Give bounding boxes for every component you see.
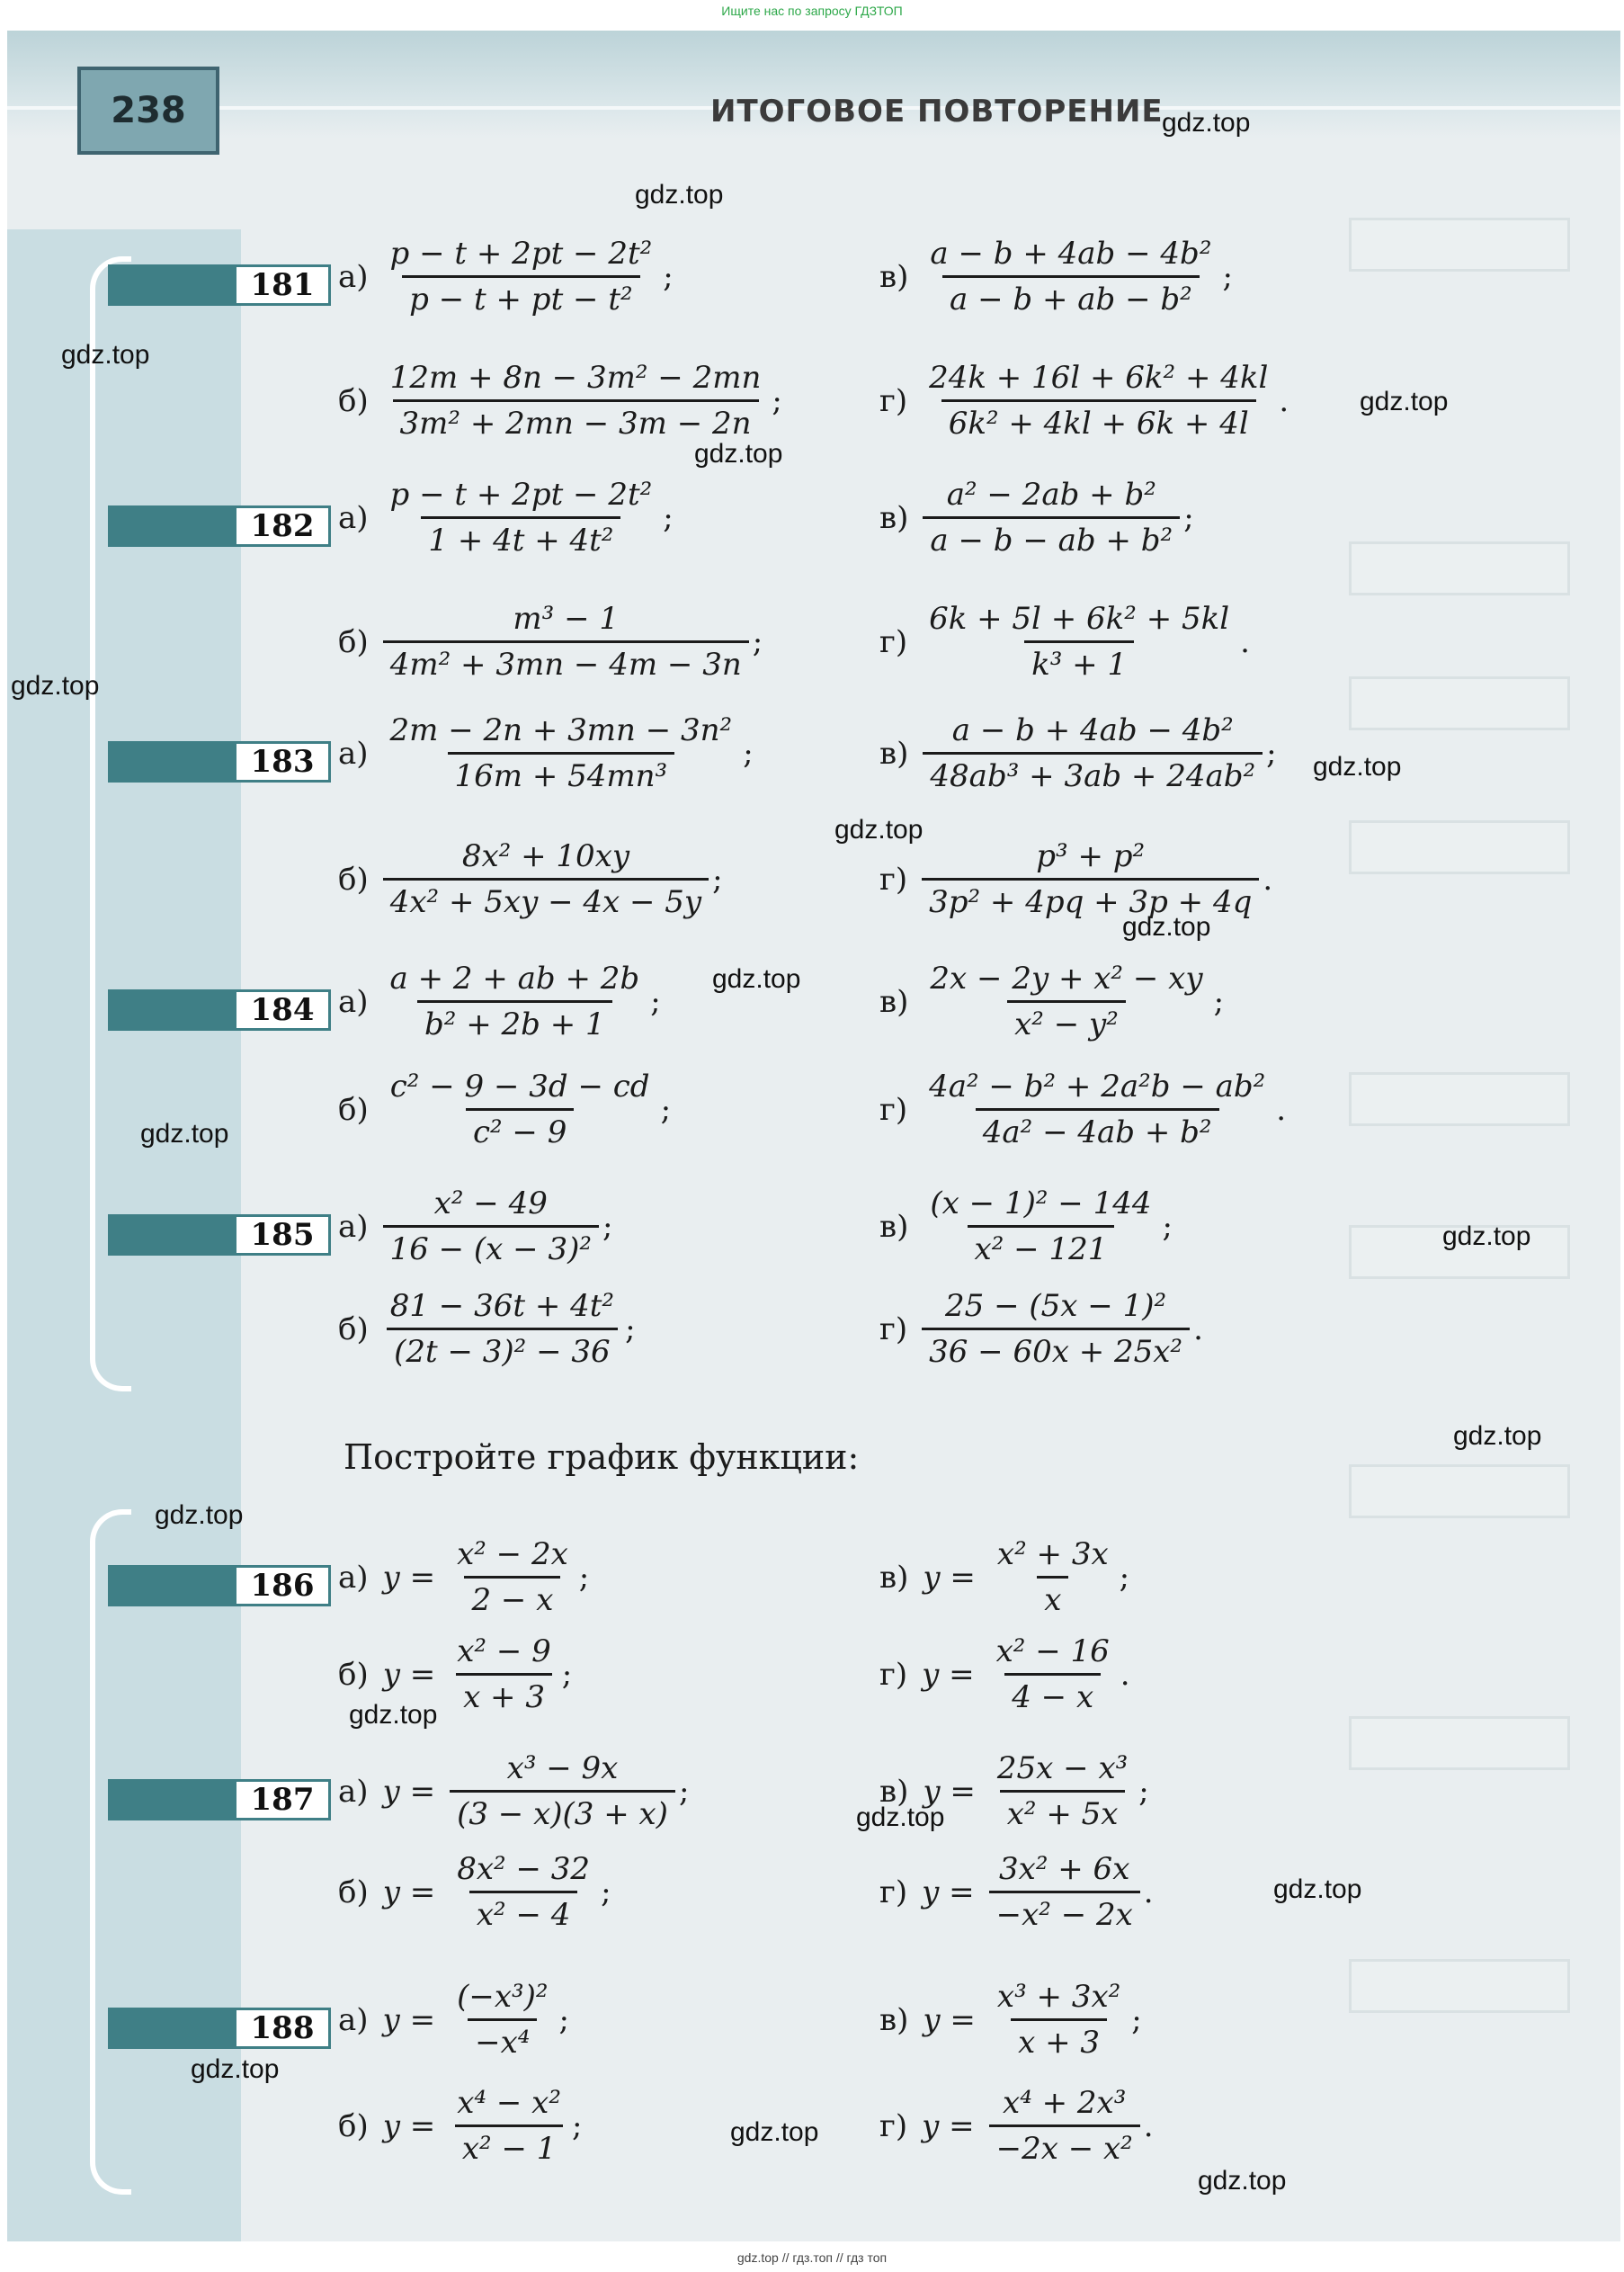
punctuation: ; bbox=[1138, 1773, 1149, 1810]
watermark: gdz.top bbox=[1453, 1421, 1542, 1451]
fraction bbox=[922, 601, 1236, 683]
function-prefix: y = bbox=[382, 1773, 436, 1810]
item-label: г) bbox=[879, 861, 908, 898]
problem-item bbox=[338, 1979, 569, 2061]
problem-number-bar bbox=[108, 1779, 234, 1820]
fraction bbox=[450, 1979, 555, 2061]
watermark: gdz.top bbox=[1162, 108, 1251, 138]
fraction bbox=[922, 360, 1275, 442]
function-prefix: y = bbox=[922, 2107, 975, 2144]
problem-number-label: 181 bbox=[234, 264, 331, 306]
punctuation: ; bbox=[663, 499, 674, 536]
item-label: в) bbox=[879, 1773, 909, 1810]
denominator: 16m + 54mn³ bbox=[448, 752, 675, 794]
punctuation: . bbox=[1263, 861, 1273, 898]
fraction bbox=[923, 477, 1180, 559]
denominator: 1 + 4t + 4t² bbox=[421, 516, 620, 559]
denominator: 4a² − 4ab + b² bbox=[976, 1108, 1219, 1150]
numerator: x² + 3x bbox=[996, 1536, 1109, 1572]
denominator: 4 − x bbox=[1004, 1673, 1101, 1715]
group-bracket bbox=[90, 1509, 131, 2195]
problem-item bbox=[338, 236, 674, 318]
problem-number bbox=[108, 741, 335, 783]
problem-number-bar bbox=[108, 1565, 234, 1606]
denominator: 4m² + 3mn − 4m − 3n bbox=[383, 640, 749, 683]
problem-item bbox=[338, 1069, 671, 1150]
watermark: gdz.top bbox=[1442, 1221, 1531, 1251]
item-label: в) bbox=[879, 735, 909, 772]
denominator: a − b − ab + b² bbox=[923, 516, 1180, 559]
problem-number bbox=[108, 2008, 335, 2049]
fraction bbox=[990, 1750, 1135, 1832]
watermark: gdz.top bbox=[730, 2117, 819, 2147]
problem-item bbox=[879, 1979, 1142, 2061]
denominator: −2x − x² bbox=[989, 2124, 1140, 2167]
item-label: а) bbox=[338, 1208, 369, 1245]
problem-number-label: 184 bbox=[234, 989, 331, 1031]
problem-item bbox=[879, 477, 1194, 559]
punctuation: ; bbox=[1162, 1208, 1173, 1245]
bleed-through-box bbox=[1349, 820, 1570, 874]
problem-number-label: 188 bbox=[234, 2008, 331, 2049]
problem-item bbox=[338, 2085, 582, 2167]
item-label: а) bbox=[338, 258, 369, 295]
page-number: 238 bbox=[77, 67, 219, 155]
denominator: 2 − x bbox=[464, 1576, 560, 1618]
numerator: m³ − 1 bbox=[513, 601, 620, 637]
watermark: gdz.top bbox=[694, 439, 783, 469]
punctuation: ; bbox=[602, 1208, 613, 1245]
function-prefix: y = bbox=[382, 1656, 436, 1693]
denominator: a − b + ab − b² bbox=[942, 275, 1200, 318]
numerator: x² − 9 bbox=[457, 1633, 551, 1669]
numerator: 25 − (5x − 1)² bbox=[945, 1288, 1167, 1324]
fraction bbox=[922, 1069, 1272, 1150]
problem-number bbox=[108, 989, 335, 1031]
fraction bbox=[383, 1288, 621, 1370]
numerator: 8x² − 32 bbox=[457, 1851, 591, 1887]
punctuation: ; bbox=[1119, 1559, 1130, 1596]
punctuation: ; bbox=[1213, 983, 1225, 1020]
punctuation: ; bbox=[660, 1091, 672, 1128]
problem-item bbox=[338, 712, 754, 794]
problem-number bbox=[108, 1565, 335, 1606]
item-label: а) bbox=[338, 1773, 369, 1810]
item-label: в) bbox=[879, 499, 909, 536]
problem-item bbox=[879, 1536, 1129, 1618]
problem-number-label: 182 bbox=[234, 505, 331, 547]
punctuation: ; bbox=[578, 1559, 590, 1596]
problem-number bbox=[108, 1214, 335, 1256]
fraction bbox=[923, 961, 1209, 1042]
function-prefix: y = bbox=[382, 1874, 436, 1910]
item-label: а) bbox=[338, 2001, 369, 2038]
watermark: gdz.top bbox=[1122, 912, 1211, 942]
punctuation: . bbox=[1143, 1874, 1154, 1910]
problem-item bbox=[879, 712, 1277, 794]
punctuation: ; bbox=[752, 623, 763, 660]
problem-number-bar bbox=[108, 1214, 234, 1256]
numerator: x³ − 9x bbox=[506, 1750, 619, 1786]
problem-item bbox=[338, 360, 782, 442]
fraction bbox=[923, 1185, 1158, 1267]
function-prefix: y = bbox=[382, 2107, 436, 2144]
function-prefix: y = bbox=[923, 1773, 976, 1810]
fraction bbox=[990, 1979, 1128, 2061]
item-label: в) bbox=[879, 258, 909, 295]
punctuation: . bbox=[1143, 2107, 1154, 2144]
fraction bbox=[450, 1536, 576, 1618]
function-prefix: y = bbox=[923, 2001, 976, 2038]
problem-item bbox=[338, 838, 723, 920]
punctuation: . bbox=[1193, 1310, 1203, 1347]
item-label: г) bbox=[879, 1874, 908, 1910]
denominator: 4x² + 5xy − 4x − 5y bbox=[383, 878, 709, 920]
denominator: 48ab³ + 3ab + 24ab² bbox=[923, 752, 1263, 794]
punctuation: ; bbox=[712, 861, 723, 898]
problem-number-bar bbox=[108, 2008, 234, 2049]
watermark: gdz.top bbox=[140, 1119, 229, 1149]
denominator: p − t + pt − t² bbox=[402, 275, 639, 318]
item-label: в) bbox=[879, 2001, 909, 2038]
denominator: (3 − x)(3 + x) bbox=[450, 1790, 675, 1832]
punctuation: ; bbox=[571, 2107, 583, 2144]
problem-item bbox=[879, 1288, 1203, 1370]
problem-number-label: 185 bbox=[234, 1214, 331, 1256]
numerator: 24k + 16l + 6k² + 4kl bbox=[929, 360, 1269, 396]
punctuation: . bbox=[1276, 1091, 1287, 1128]
punctuation: ; bbox=[1266, 735, 1277, 772]
punctuation: ; bbox=[601, 1874, 611, 1910]
item-label: а) bbox=[338, 983, 369, 1020]
item-label: б) bbox=[338, 382, 369, 419]
watermark: gdz.top bbox=[191, 2054, 280, 2084]
item-label: в) bbox=[879, 1559, 909, 1596]
bottom-note: gdz.top // гдз.топ // гдз топ bbox=[736, 2250, 888, 2265]
function-prefix: y = bbox=[382, 2001, 436, 2038]
denominator: −x⁴ bbox=[468, 2018, 537, 2061]
problem-item bbox=[879, 236, 1233, 318]
fraction bbox=[383, 1185, 599, 1267]
denominator: k³ + 1 bbox=[1024, 640, 1134, 683]
numerator: 12m + 8n − 3m² − 2mn bbox=[389, 360, 762, 396]
item-label: в) bbox=[879, 983, 909, 1020]
item-label: г) bbox=[879, 1656, 908, 1693]
denominator: b² + 2b + 1 bbox=[417, 1000, 612, 1042]
denominator: −x² − 2x bbox=[989, 1891, 1140, 1933]
problem-number-bar bbox=[108, 741, 234, 783]
fraction bbox=[989, 1633, 1117, 1715]
bleed-through-box bbox=[1349, 1464, 1570, 1518]
denominator: 6k² + 4kl + 6k + 4l bbox=[941, 399, 1256, 442]
problem-item bbox=[338, 1851, 611, 1933]
numerator: 2m − 2n + 3mn − 3n² bbox=[389, 712, 733, 748]
denominator: c² − 9 bbox=[466, 1108, 574, 1150]
watermark: gdz.top bbox=[349, 1700, 438, 1730]
page-background bbox=[7, 31, 1620, 2241]
numerator: x² − 16 bbox=[995, 1633, 1110, 1669]
item-label: г) bbox=[879, 382, 908, 419]
bleed-through-box bbox=[1349, 1072, 1570, 1126]
denominator: x² − 1 bbox=[455, 2124, 564, 2167]
problem-number-bar bbox=[108, 505, 234, 547]
fraction bbox=[922, 838, 1259, 920]
function-prefix: y = bbox=[922, 1874, 975, 1910]
numerator: 81 − 36t + 4t² bbox=[389, 1288, 615, 1324]
bleed-through-box bbox=[1349, 1716, 1570, 1770]
problem-number-label: 187 bbox=[234, 1779, 331, 1820]
item-label: б) bbox=[338, 1656, 369, 1693]
numerator: 25x − x³ bbox=[996, 1750, 1129, 1786]
fraction bbox=[989, 2085, 1140, 2167]
watermark: gdz.top bbox=[61, 340, 150, 370]
numerator: p − t + 2pt − 2t² bbox=[389, 236, 653, 272]
punctuation: ; bbox=[561, 1656, 573, 1693]
punctuation: ; bbox=[1183, 499, 1194, 536]
denominator: x² − y² bbox=[1007, 1000, 1126, 1042]
denominator: 3p² + 4pq + 3p + 4q bbox=[922, 878, 1259, 920]
numerator: a − b + 4ab − 4b² bbox=[951, 712, 1234, 748]
numerator: x² − 49 bbox=[433, 1185, 548, 1221]
numerator: a² − 2ab + b² bbox=[946, 477, 1156, 513]
item-label: б) bbox=[338, 861, 369, 898]
watermark: gdz.top bbox=[11, 671, 100, 701]
fraction bbox=[922, 1288, 1190, 1370]
watermark: gdz.top bbox=[155, 1500, 244, 1530]
watermark: gdz.top bbox=[834, 815, 924, 845]
denominator: x² − 121 bbox=[968, 1225, 1115, 1267]
fraction bbox=[450, 2085, 568, 2167]
numerator: 4a² − b² + 2a²b − ab² bbox=[929, 1069, 1266, 1105]
fraction bbox=[383, 236, 660, 318]
denominator: 3m² + 2mn − 3m − 2n bbox=[393, 399, 759, 442]
page-title: ИТОГОВОЕ ПОВТОРЕНИЕ bbox=[710, 94, 1164, 130]
numerator: 2x − 2y + x² − xy bbox=[930, 961, 1203, 997]
item-label: а) bbox=[338, 499, 369, 536]
numerator: c² − 9 − 3d − cd bbox=[389, 1069, 650, 1105]
problem-number-bar bbox=[108, 989, 234, 1031]
fraction bbox=[450, 1750, 675, 1832]
problem-item bbox=[879, 1633, 1130, 1715]
top-note: Ищите нас по запросу ГДЗТОП bbox=[721, 4, 903, 18]
punctuation: . bbox=[1240, 623, 1250, 660]
watermark: gdz.top bbox=[635, 180, 724, 210]
punctuation: ; bbox=[772, 382, 782, 419]
item-label: б) bbox=[338, 623, 369, 660]
function-prefix: y = bbox=[923, 1559, 976, 1596]
problem-item bbox=[338, 1750, 689, 1832]
fraction bbox=[383, 838, 709, 920]
fraction bbox=[450, 1851, 597, 1933]
item-label: в) bbox=[879, 1208, 909, 1245]
punctuation: ; bbox=[663, 258, 674, 295]
denominator: x + 3 bbox=[1011, 2018, 1107, 2061]
watermark: gdz.top bbox=[1313, 752, 1402, 782]
item-label: г) bbox=[879, 2107, 908, 2144]
problem-item bbox=[338, 477, 674, 559]
problem-number bbox=[108, 1779, 335, 1820]
fraction bbox=[383, 1069, 657, 1150]
problem-item bbox=[338, 1536, 589, 1618]
numerator: a − b + 4ab − 4b² bbox=[930, 236, 1212, 272]
punctuation: ; bbox=[743, 735, 754, 772]
problem-item bbox=[879, 360, 1289, 442]
problem-item bbox=[879, 601, 1250, 683]
numerator: x⁴ + 2x³ bbox=[1003, 2085, 1127, 2121]
problem-item bbox=[338, 1288, 636, 1370]
problem-item bbox=[879, 838, 1272, 920]
bleed-through-box bbox=[1349, 676, 1570, 730]
denominator: x² − 4 bbox=[469, 1891, 578, 1933]
denominator: x + 3 bbox=[456, 1673, 552, 1715]
bleed-through-box bbox=[1349, 218, 1570, 272]
problem-item bbox=[879, 1069, 1286, 1150]
punctuation: ; bbox=[650, 983, 661, 1020]
denominator: (2t − 3)² − 36 bbox=[387, 1328, 618, 1370]
watermark: gdz.top bbox=[1273, 1874, 1362, 1904]
problem-item bbox=[338, 1185, 612, 1267]
watermark: gdz.top bbox=[1198, 2166, 1287, 2196]
punctuation: ; bbox=[1131, 2001, 1142, 2038]
problem-item bbox=[338, 961, 661, 1042]
watermark: gdz.top bbox=[1360, 387, 1449, 416]
fraction bbox=[383, 712, 740, 794]
problem-item bbox=[338, 601, 763, 683]
item-label: б) bbox=[338, 1310, 369, 1347]
fraction bbox=[383, 360, 769, 442]
item-label: г) bbox=[879, 1310, 908, 1347]
item-label: б) bbox=[338, 1091, 369, 1128]
numerator: x³ + 3x² bbox=[996, 1979, 1121, 2015]
bleed-through-box bbox=[1349, 541, 1570, 595]
problem-item bbox=[879, 961, 1224, 1042]
numerator: (x − 1)² − 144 bbox=[930, 1185, 1152, 1221]
fraction bbox=[383, 477, 660, 559]
punctuation: ; bbox=[678, 1773, 690, 1810]
denominator: x bbox=[1037, 1576, 1068, 1618]
fraction bbox=[923, 712, 1263, 794]
punctuation: ; bbox=[558, 2001, 569, 2038]
bleed-through-box bbox=[1349, 1959, 1570, 2013]
numerator: a + 2 + ab + 2b bbox=[389, 961, 640, 997]
item-label: б) bbox=[338, 2107, 369, 2144]
numerator: 8x² + 10xy bbox=[461, 838, 630, 874]
problem-number bbox=[108, 505, 335, 547]
punctuation: ; bbox=[1222, 258, 1233, 295]
fraction bbox=[989, 1851, 1140, 1933]
punctuation: . bbox=[1279, 382, 1289, 419]
section-heading: Постройте график функции: bbox=[344, 1437, 860, 1477]
watermark: gdz.top bbox=[856, 1802, 945, 1832]
numerator: 6k + 5l + 6k² + 5kl bbox=[929, 601, 1230, 637]
item-label: а) bbox=[338, 735, 369, 772]
problem-number bbox=[108, 264, 335, 306]
numerator: x² − 2x bbox=[457, 1536, 568, 1572]
fraction bbox=[450, 1633, 558, 1715]
item-label: б) bbox=[338, 1874, 369, 1910]
denominator: 16 − (x − 3)² bbox=[383, 1225, 599, 1267]
punctuation: . bbox=[1120, 1656, 1130, 1693]
problem-number-bar bbox=[108, 264, 234, 306]
denominator: 36 − 60x + 25x² bbox=[922, 1328, 1190, 1370]
function-prefix: y = bbox=[382, 1559, 436, 1596]
function-prefix: y = bbox=[922, 1656, 975, 1693]
numerator: p³ + p² bbox=[1036, 838, 1146, 874]
numerator: p − t + 2pt − 2t² bbox=[389, 477, 653, 513]
denominator: x² + 5x bbox=[1000, 1790, 1126, 1832]
item-label: г) bbox=[879, 1091, 908, 1128]
fraction bbox=[383, 961, 647, 1042]
fraction bbox=[383, 601, 749, 683]
numerator: x⁴ − x² bbox=[457, 2085, 561, 2121]
fraction bbox=[990, 1536, 1116, 1618]
problem-item bbox=[879, 1851, 1154, 1933]
item-label: г) bbox=[879, 623, 908, 660]
punctuation: ; bbox=[625, 1310, 636, 1347]
problem-number-label: 183 bbox=[234, 741, 331, 783]
numerator: 3x² + 6x bbox=[999, 1851, 1130, 1887]
fraction bbox=[923, 236, 1218, 318]
problem-item bbox=[879, 2085, 1154, 2167]
numerator: (−x³)² bbox=[457, 1979, 549, 2015]
problem-number-label: 186 bbox=[234, 1565, 331, 1606]
item-label: а) bbox=[338, 1559, 369, 1596]
problem-item bbox=[879, 1185, 1173, 1267]
watermark: gdz.top bbox=[712, 964, 801, 994]
